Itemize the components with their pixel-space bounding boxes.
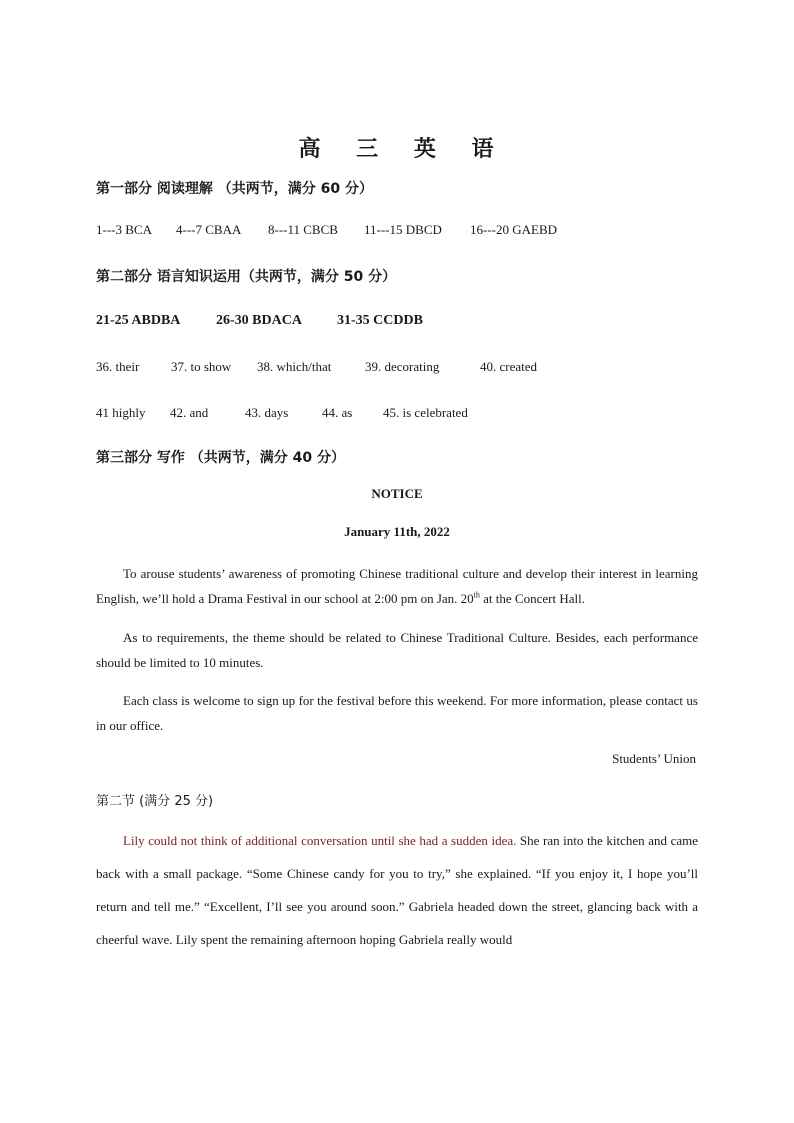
- answer-item: 45. is celebrated: [383, 405, 468, 420]
- page-title: [0, 132, 794, 163]
- answer-item: 1---3 BCA: [96, 222, 152, 237]
- answer-item: 11---15 DBCD: [364, 222, 442, 237]
- answer-item: 41 highly: [96, 405, 146, 420]
- notice-title: NOTICE: [371, 486, 423, 501]
- notice-paragraph-3: [96, 688, 698, 738]
- notice-text: As to requirements, the theme should be related to Chinese Traditional Culture. Besides, each performance should be limited to 10 minutes.: [96, 630, 698, 670]
- answer-item: 36. their: [96, 359, 140, 374]
- answer-item: 4---7 CBAA: [176, 222, 242, 237]
- answer-item: 40. created: [480, 359, 538, 374]
- answer-item: 44. as: [322, 405, 353, 420]
- section2-heading: 第二节 (满分 25 分): [96, 794, 214, 809]
- part2-heading: 第二部分 语言知识运用（共两节，满分 50 分）: [96, 269, 397, 285]
- answer-item: 43. days: [245, 405, 289, 420]
- answer-item: 39. decorating: [365, 359, 440, 374]
- part1-heading: 第一部分 阅读理解 （共两节，满分 60 分）: [96, 181, 373, 197]
- answer-item: 16---20 GAEBD: [470, 222, 558, 237]
- notice-text: at the Concert Hall.: [479, 591, 585, 606]
- notice-text: To arouse students’ awareness of promoting Chinese traditional culture and develop their interest in learning English, we’ll hold a Drama Festival in our school at 2:00 pm on Jan. 20: [96, 566, 698, 606]
- title-char: 英: [413, 137, 438, 162]
- answer-item: 37. to show: [171, 359, 232, 374]
- date-suffix: th: [473, 590, 480, 600]
- title-char: 三: [356, 137, 381, 162]
- part3-heading: 第三部分 写作 （共两节，满分 40 分）: [96, 450, 345, 466]
- part2-answers-row1: [96, 313, 423, 329]
- story-text: She ran into the kitchen and came back with a small package. “Some Chinese candy for you to try,” she explained. “If you enjoy it, I hope you’ll return and tell me.” “Excellent, I’ll see you around soon.” Gabriela headed down the street, glancing back with a cheerful wave. Lily spent the remaining afternoon hoping Gabriela really would: [96, 833, 698, 947]
- answer-item: 26-30 BDACA: [216, 313, 302, 328]
- title-char: 语: [471, 137, 496, 162]
- part2-answers-row3: [96, 405, 468, 421]
- notice-paragraph-1: [96, 561, 698, 611]
- part2-answers-row2: [96, 359, 537, 375]
- story-paragraph: [96, 824, 698, 956]
- answer-item: 21-25 ABDBA: [96, 313, 181, 328]
- answer-item: 31-35 CCDDB: [337, 313, 423, 328]
- title-char: 高: [298, 137, 323, 162]
- part1-answers: [96, 222, 557, 238]
- answer-item: 38. which/that: [257, 359, 332, 374]
- answer-item: 42. and: [170, 405, 209, 420]
- answer-item: 8---11 CBCB: [268, 222, 338, 237]
- notice-paragraph-2: [96, 625, 698, 675]
- story-prompt: Lily could not think of additional conversation until she had a sudden idea.: [123, 833, 517, 848]
- notice-text: Each class is welcome to sign up for the festival before this weekend. For more information, please contact us in our office.: [96, 693, 698, 733]
- notice-signature: Students’ Union: [612, 751, 696, 766]
- notice-date: January 11th, 2022: [344, 524, 450, 539]
